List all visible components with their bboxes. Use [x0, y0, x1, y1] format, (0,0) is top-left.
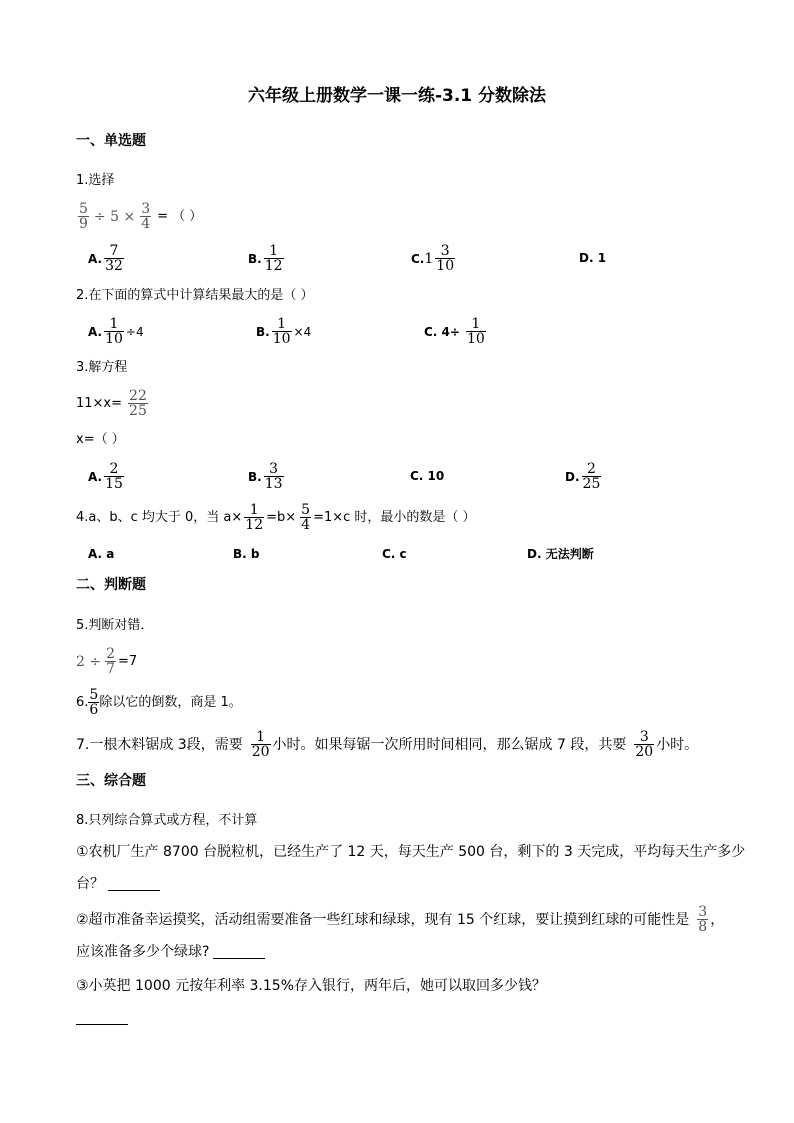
answer-blank[interactable]: [76, 1012, 128, 1025]
answer-blank[interactable]: [108, 878, 160, 891]
question-1-option-d[interactable]: D. 1: [579, 251, 607, 265]
question-4-option-d[interactable]: D. 无法判断: [527, 547, 594, 561]
fraction: $\frac{3}{4}$: [141, 201, 151, 232]
question-4-text: 4.a、b、c 均大于 0，当 a× $\frac{1}{12}$ =b× $\frac{5}{4}$ =1×c 时，最小的数是（ ）: [76, 502, 476, 533]
fraction: $\frac{5}{9}$: [79, 201, 88, 232]
section-heading-comprehensive: 三、综合题: [76, 773, 146, 789]
question-3-x-line: x=（ ）: [76, 432, 125, 447]
question-4-option-c[interactable]: C. c: [382, 547, 407, 561]
question-4-option-a[interactable]: A. a: [88, 547, 115, 561]
section-heading-single-choice: 一、单选题: [76, 133, 146, 149]
question-5-expression: 2 ÷ $\frac{2}{7}$ =7: [76, 646, 138, 677]
question-2-option-a[interactable]: A. $\frac{1}{10}$ ÷4: [88, 316, 144, 347]
question-1-label: 1.选择: [76, 173, 115, 188]
section-heading-true-false: 二、判断题: [76, 577, 146, 593]
question-3-option-a[interactable]: A. $\frac{2}{15}$: [88, 461, 123, 492]
question-2-option-c[interactable]: C. 4÷ $\frac{1}{10}$: [424, 316, 485, 347]
question-8-item-2-line-1: ②超市准备幸运摸奖，活动组需要准备一些红球和绿球，现有 15 个红球，要让摸到红球的可能性是 $\frac{3}{8}$ ，: [76, 904, 725, 935]
question-6-text: 6. $\frac{5}{6}$ 除以它的倒数，商是 1。: [76, 687, 242, 718]
question-3-label: 3.解方程: [76, 360, 128, 375]
question-8-label: 8.只列综合算式或方程，不计算: [76, 813, 258, 828]
question-3-equation: 11×x= $\frac{22}{25}$: [76, 388, 147, 419]
question-4-option-b[interactable]: B. b: [233, 547, 260, 561]
question-7-text: 7.一根木料锯成 3段，需要 $\frac{1}{20}$ 小时。如果每锯一次所用时间相同，那么锯成 7 段，共要 $\frac{3}{20}$ 小时。: [76, 729, 699, 760]
question-8-item-3-answer: [76, 1012, 128, 1025]
question-8-item-1-line-2: 台？: [76, 877, 160, 891]
question-1-expression: $\frac{5}{9}$ ÷ 5 × $\frac{3}{4}$ = （ ）: [79, 201, 203, 232]
question-2-label: 2.在下面的算式中计算结果最大的是（ ）: [76, 288, 314, 303]
answer-blank[interactable]: [213, 946, 265, 959]
question-2-option-b[interactable]: B. $\frac{1}{10}$ ×4: [256, 316, 312, 347]
question-3-option-b[interactable]: B. $\frac{3}{13}$: [248, 461, 283, 492]
page-title: 六年级上册数学一课一练-3.1 分数除法: [247, 86, 547, 106]
question-3-option-c[interactable]: C. 10: [410, 469, 445, 483]
question-5-label: 5.判断对错．: [76, 618, 154, 633]
question-8-item-3-line-1: ③小英把 1000 元按年利率 3.15%存入银行，两年后，她可以取回多少钱？: [76, 978, 547, 994]
question-8-item-2-line-2: 应该准备多少个绿球?: [76, 945, 265, 959]
question-8-item-1-line-1: ①农机厂生产 8700 台脱粒机，已经生产了 12 天，每天生产 500 台，剩下的 3 天完成，平均每天生产多少: [76, 844, 746, 860]
question-1-option-b[interactable]: B. $\frac{1}{12}$: [248, 243, 283, 274]
question-1-option-c[interactable]: C. 1 $\frac{3}{10}$: [411, 243, 455, 274]
question-3-option-d[interactable]: D. $\frac{2}{25}$: [565, 461, 601, 492]
question-1-option-a[interactable]: A. $\frac{7}{32}$: [88, 243, 123, 274]
